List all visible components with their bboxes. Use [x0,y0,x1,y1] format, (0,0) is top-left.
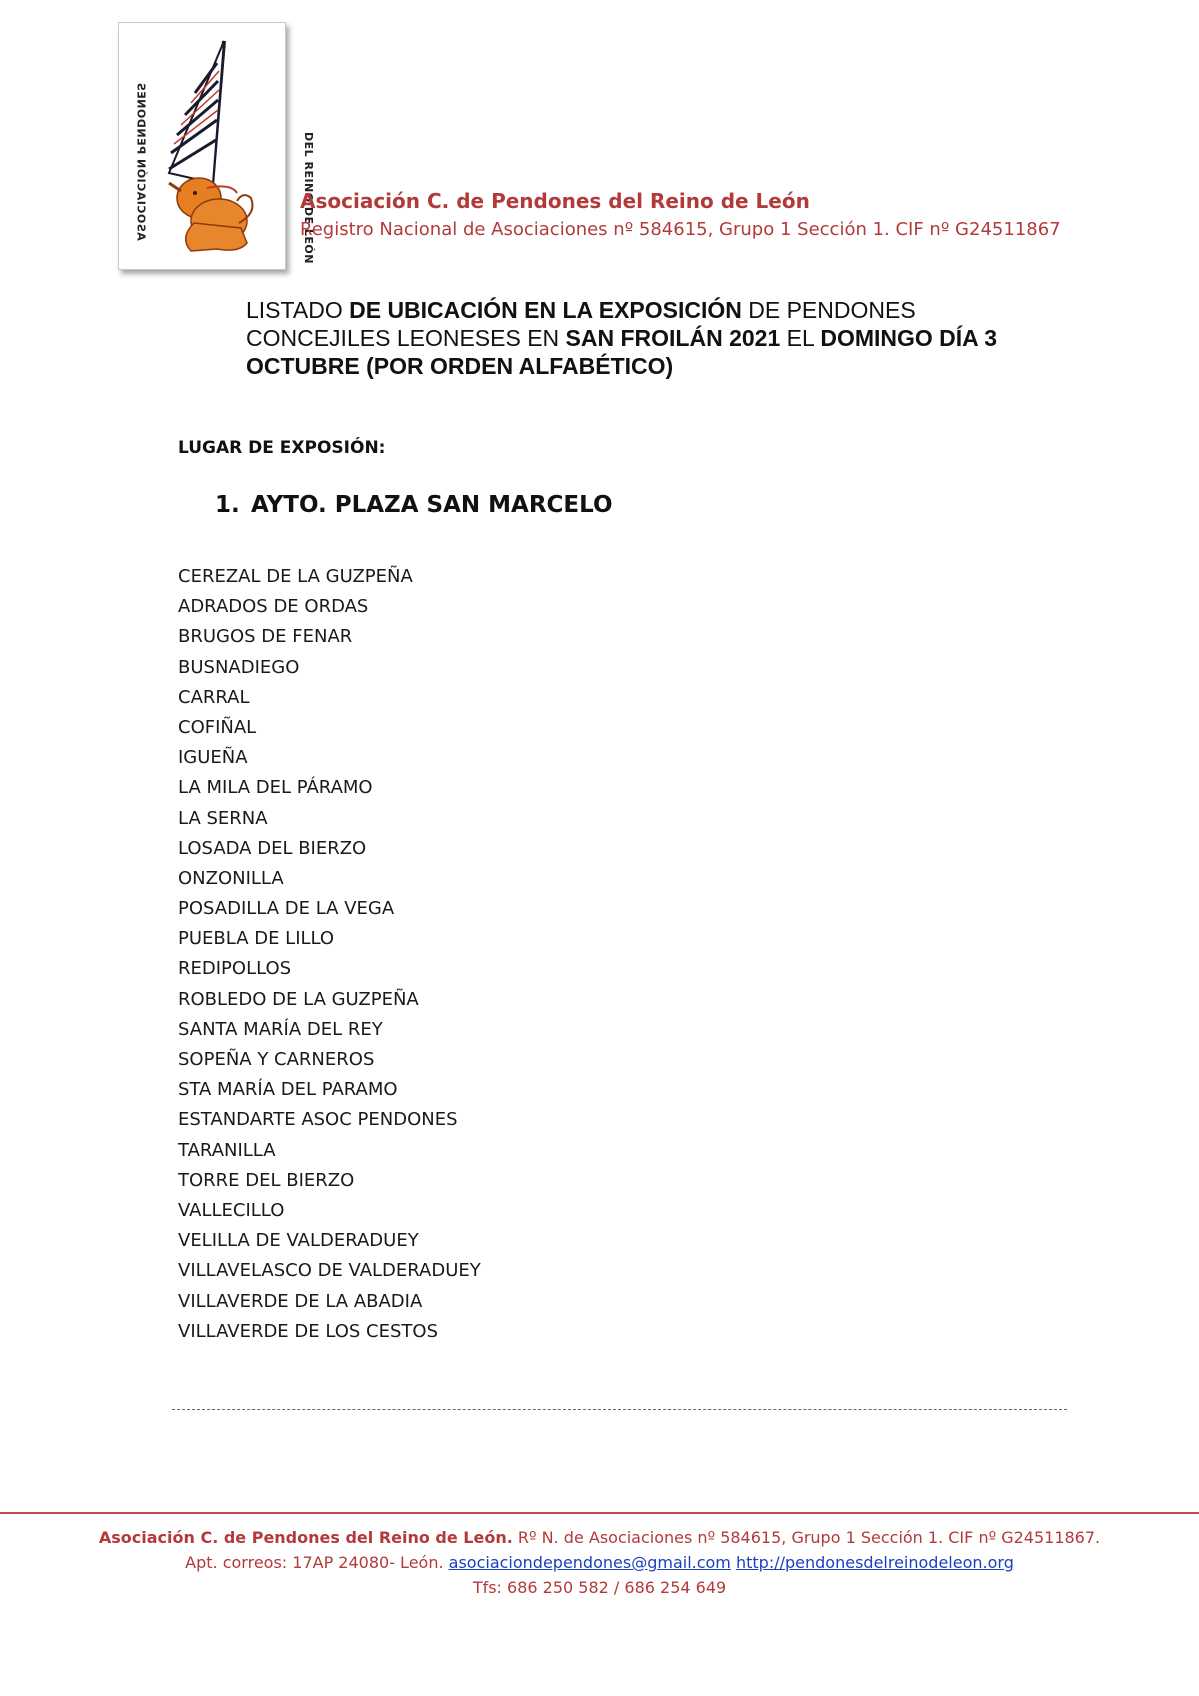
logo-text-left: ASOCIACIÓN PENDONES [134,82,148,241]
title-part-1: LISTADO [246,297,350,323]
footer-address: Apt. correos: 17AP 24080- León. [185,1553,449,1572]
list-item: STA MARÍA DEL PARAMO [178,1079,398,1101]
page-footer [0,1525,1199,1600]
list-item: POSADILLA DE LA VEGA [178,898,395,920]
list-item: LA SERNA [178,807,268,829]
village-list [178,562,481,1347]
dashed-separator [172,1409,1067,1410]
list-item: ESTANDARTE ASOC PENDONES [178,1109,458,1131]
place-heading [215,492,613,518]
list-item: LA MILA DEL PÁRAMO [178,777,373,799]
list-item: TARANILLA [178,1139,276,1161]
list-item: LOSADA DEL BIERZO [178,837,367,859]
footer-website-link[interactable]: http://pendonesdelreinodeleon.org [735,1553,1014,1572]
list-item: VELILLA DE VALDERADUEY [178,1230,419,1252]
place-name: AYTO. PLAZA SAN MARCELO [251,492,613,518]
list-item: CEREZAL DE LA GUZPEÑA [178,566,413,587]
document-title [246,296,1006,380]
list-item: CARRAL [178,686,250,708]
title-part-5: EL [780,325,821,351]
footer-line-1 [0,1525,1199,1550]
footer-org-name: Asociación C. de Pendones del Reino de León. [98,1528,513,1547]
footer-email-link[interactable]: asociaciondependones@gmail.com [448,1553,731,1572]
place-number: 1. [215,492,240,518]
list-item: VILLAVERDE DE LA ABADIA [178,1290,423,1312]
footer-registry: Rº N. de Asociaciones nº 584615, Grupo 1 Sección 1. CIF nº G24511867. [512,1528,1101,1547]
list-item: TORRE DEL BIERZO [178,1169,355,1191]
list-item: SANTA MARÍA DEL REY [178,1018,383,1040]
list-item: REDIPOLLOS [178,958,292,980]
list-item: COFIÑAL [178,716,257,738]
section-label: LUGAR DE EXPOSIÓN: [178,438,386,458]
list-item: ONZONILLA [178,867,284,889]
title-part-4: SAN FROILÁN 2021 [565,325,781,351]
list-item: VILLAVELASCO DE VALDERADUEY [178,1260,481,1282]
logo-text-right: DEL REINO DE LEÓN [302,131,315,264]
list-item: PUEBLA DE LILLO [178,928,335,950]
list-item: BRUGOS DE FENAR [178,626,353,648]
list-item: VALLECILLO [178,1199,285,1221]
title-part-2: DE UBICACIÓN EN LA EXPOSICIÓN [349,297,742,323]
list-item: SOPEÑA Y CARNEROS [178,1049,375,1070]
footer-phones: Tfs: 686 250 582 / 686 254 649 [472,1578,727,1597]
list-item: ROBLEDO DE LA GUZPEÑA [178,988,419,1010]
list-item: IGUEÑA [178,747,248,769]
org-registry: Registro Nacional de Asociaciones nº 584615, Grupo 1 Sección 1. CIF nº G24511867 [300,219,1061,240]
list-item: ADRADOS DE ORDAS [178,596,369,618]
org-name: Asociación C. de Pendones del Reino de León [300,189,810,213]
footer-divider [0,1512,1199,1514]
title-part-6: DOMINGO DÍA 3 OCTUBRE (POR ORDEN ALFABÉTICO) [246,325,998,379]
list-item: VILLAVERDE DE LOS CESTOS [178,1320,439,1342]
association-logo [118,22,315,270]
footer-line-2 [0,1550,1199,1575]
title-part-3: DE PENDONES CONCEJILES LEONESES EN [246,297,916,351]
list-item: BUSNADIEGO [178,656,300,678]
